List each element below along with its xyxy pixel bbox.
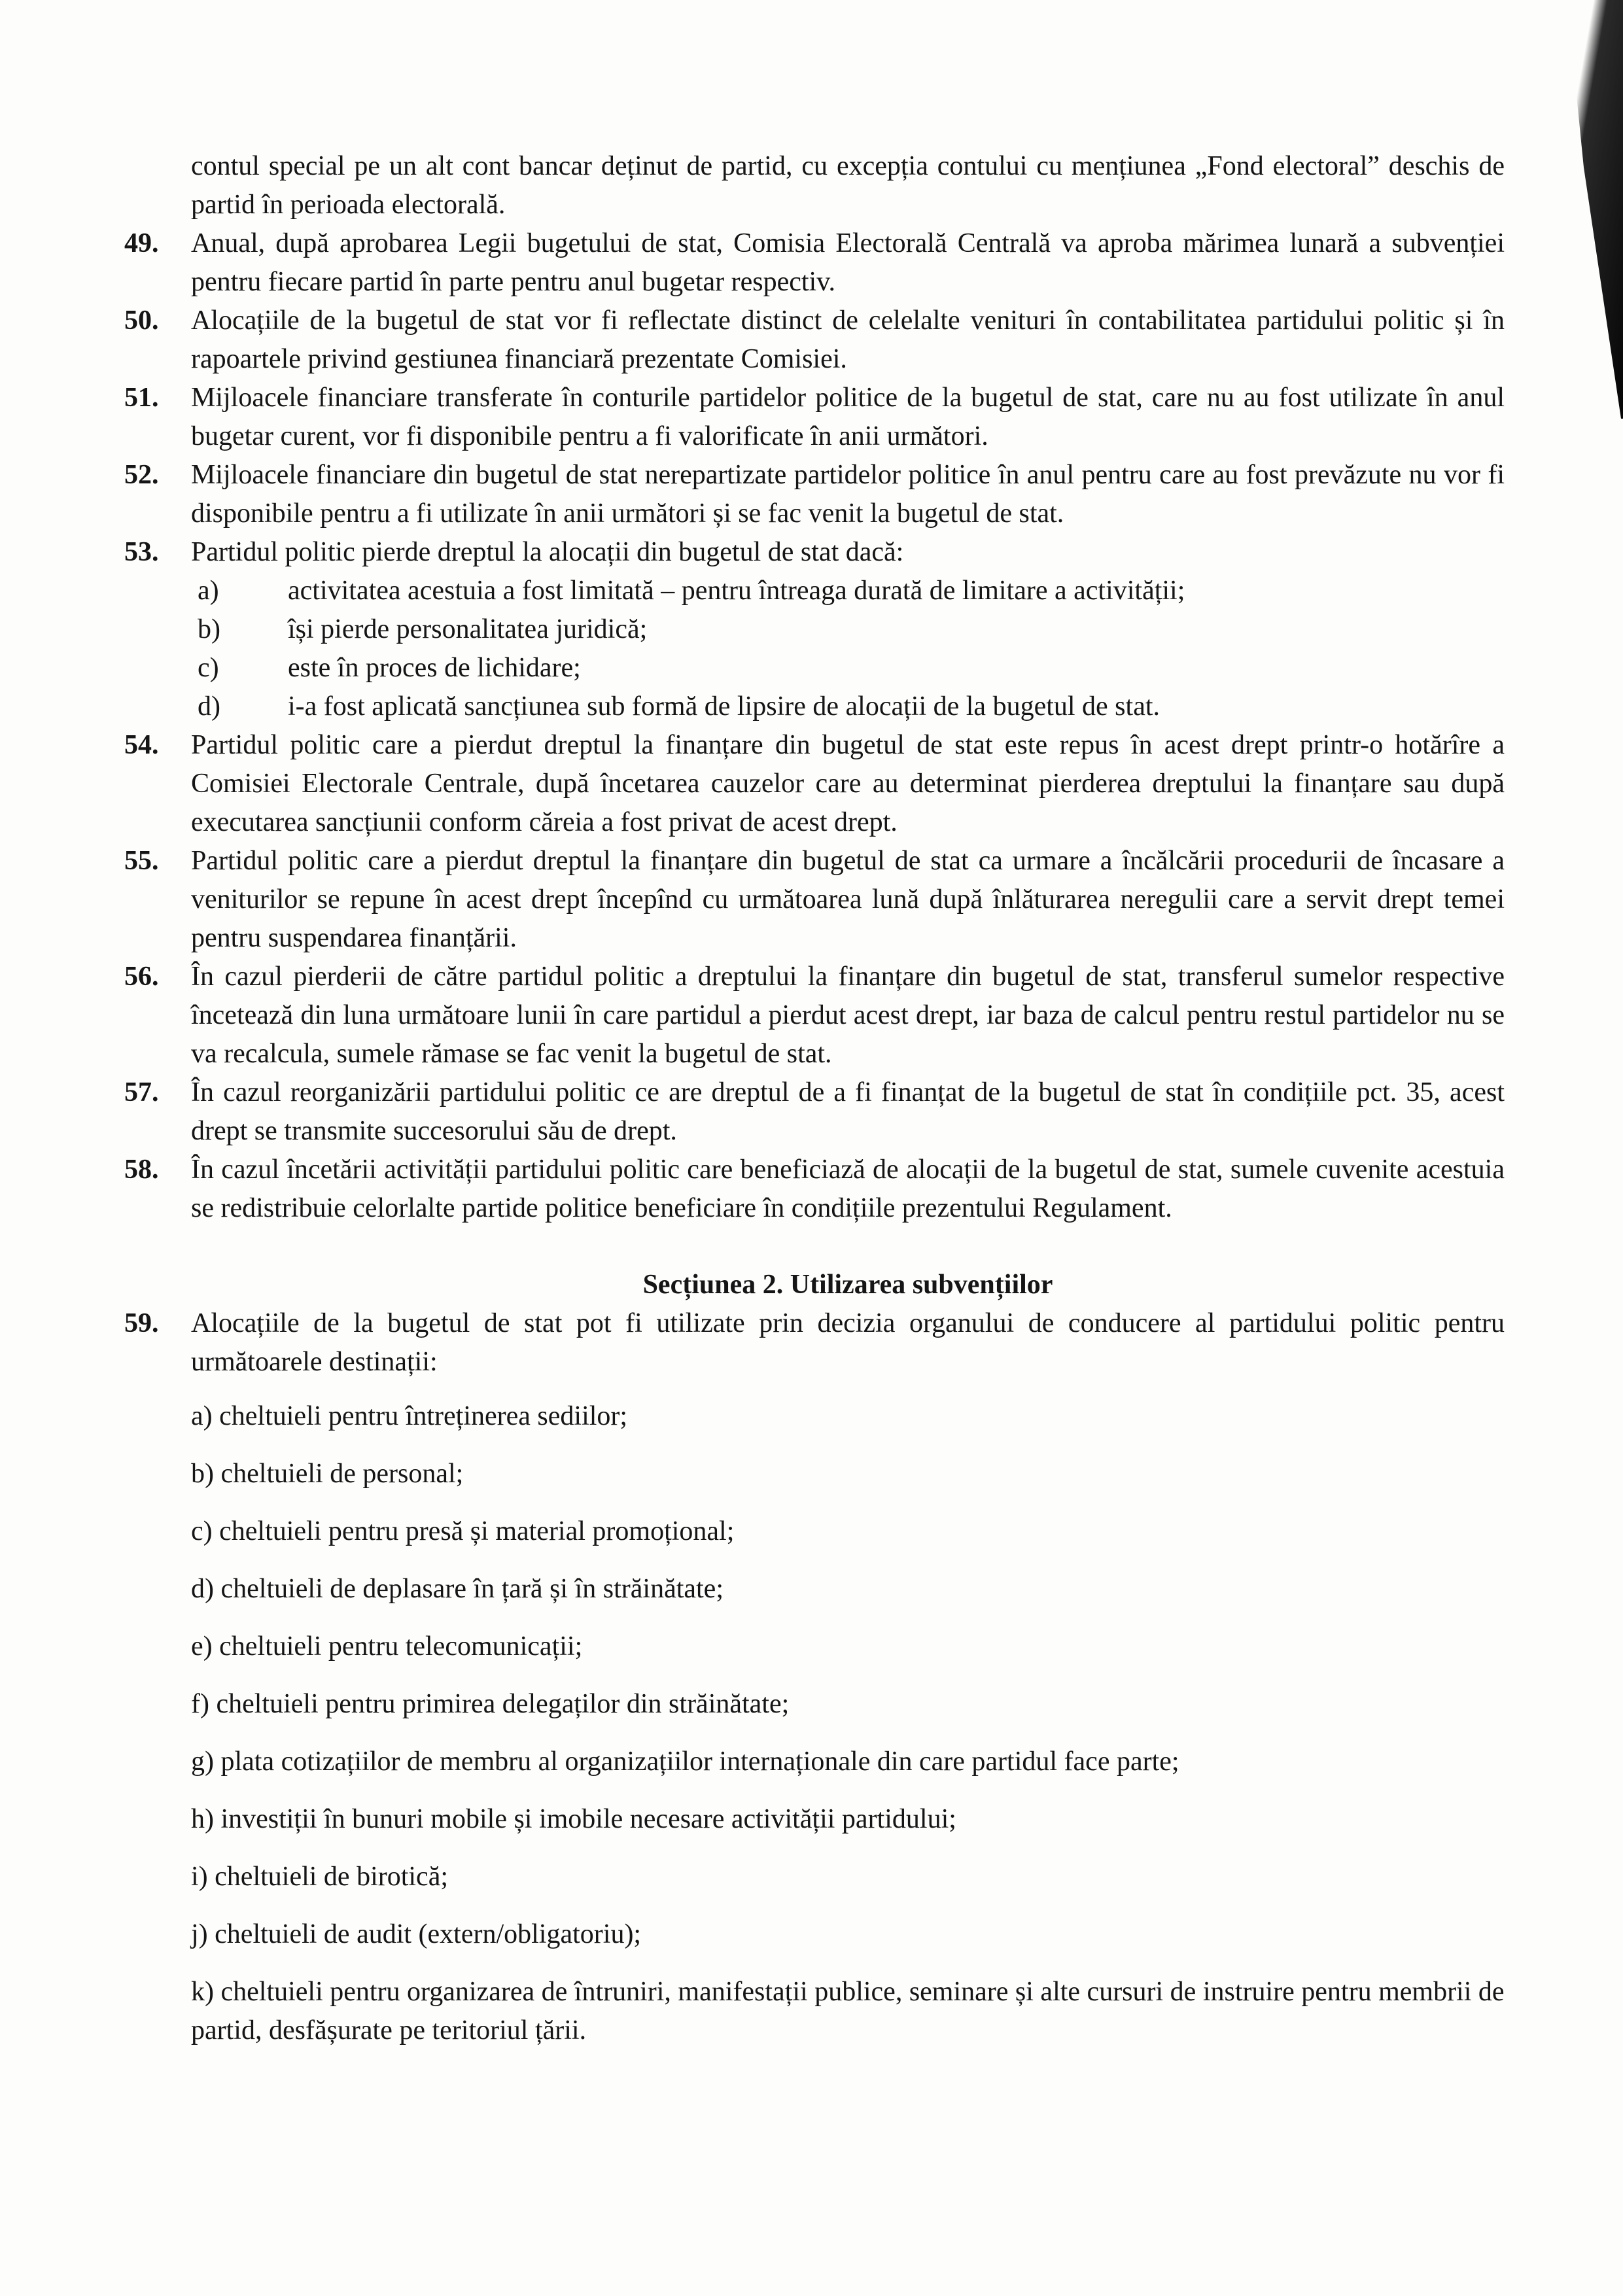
destination-item: d) cheltuieli de deplasare în țară și în străinătate; [191,1574,724,1604]
continuation-paragraph: contul special pe un alt cont bancar deținut de partid, cu excepția contului cu mențiunea „Fond electoral” deschis de partid în perioada electorală. [191,151,1505,220]
point-number: 50. [124,305,159,336]
point-number: 49. [124,228,159,258]
point-56 [124,958,1505,1073]
point-number: 51. [124,383,159,413]
subpoint-b [124,610,1505,649]
point-49 [124,224,1505,302]
point-58 [124,1151,1505,1228]
point-52 [124,456,1505,533]
destination-item: g) plata cotizațiilor de membru al organizațiilor internaționale din care partidul face parte; [191,1747,1179,1777]
destination-item: e) cheltuieli pentru telecomunicații; [191,1631,583,1661]
destination-item: h) investiții în bunuri mobile și imobile necesare activității partidului; [191,1804,956,1834]
point-text: Alocațiile de la bugetul de stat pot fi utilizate prin decizia organului de conducere al partidului politic pentru următoarele destinații: [191,1308,1505,1377]
subpoint-letter: d) [198,691,220,722]
point-text: Mijloacele financiare din bugetul de stat nerepartizate partidelor politice în anul pentru care au fost prevăzute nu vor fi disponibile pentru a fi utilizate în anii următori și se fac venit la bugetul de stat. [191,460,1505,529]
subpoint-text: este în proces de lichidare; [288,653,581,683]
scan-shadow-edge [1525,0,1623,419]
point-50 [124,302,1505,379]
point-number: 54. [124,730,159,760]
subpoint-d [124,687,1505,726]
point-number: 55. [124,846,159,876]
point-number: 58. [124,1155,159,1185]
point-59 [124,1304,1505,1382]
destination-item: k) cheltuieli pentru organizarea de întruniri, manifestații publice, seminare și alte cursuri de instruire pentru membrii de partid, desfășurate pe teritoriul țării. [191,1977,1505,2045]
document-body [124,147,1505,2050]
point-text: În cazul încetării activității partidului politic care beneficiază de alocații de la bugetul de stat, sumele cuvenite acestuia se redistribuie celorlalte partide politice beneficiare în condițiile prezentului Regulament. [191,1155,1505,1223]
subpoint-a [124,572,1505,610]
destination-item: a) cheltuieli pentru întreținerea sediilor; [191,1401,628,1431]
destination-item: c) cheltuieli pentru presă și material promoțional; [191,1516,735,1546]
point-text: Partidul politic care a pierdut dreptul la finanțare din bugetul de stat ca urmare a încălcării procedurii de încasare a veniturilor se repune în acest drept începînd cu următoarea lună după înlăturarea neregulii care a servit drept temei pentru suspendarea finanțării. [191,846,1505,953]
point-text: Partidul politic pierde dreptul la alocații din bugetul de stat dacă: [191,537,904,567]
point-53 [124,533,1505,572]
point-text: În cazul reorganizării partidului politic ce are dreptul de a fi finanțat de la bugetul de stat în condițiile pct. 35, acest drept se transmite succesorului său de drept. [191,1077,1505,1146]
subpoint-text: activitatea acestuia a fost limitată – pentru întreaga durată de limitare a activității; [288,576,1185,606]
point-text: Partidul politic care a pierdut dreptul la finanțare din bugetul de stat este repus în acest drept printr-o hotărîre a Comisiei Electorale Centrale, după încetarea cauzelor care au determinat pierderea dreptului la finanțare sau după executarea sancțiunii conform căreia a fost privat de acest drept. [191,730,1505,837]
subpoint-letter: c) [198,653,219,683]
destination-item: j) cheltuieli de audit (extern/obligatoriu); [191,1919,642,1949]
point-54 [124,726,1505,842]
point-55 [124,842,1505,958]
point-57 [124,1073,1505,1151]
point-text: Mijloacele financiare transferate în conturile partidelor politice de la bugetul de stat, care nu au fost utilizate în anul bugetar curent, vor fi disponibile pentru a fi valorificate în anii următori. [191,383,1505,451]
point-text: Anual, după aprobarea Legii bugetului de stat, Comisia Electorală Centrală va aproba mărimea lunară a subvenției pentru fiecare partid în parte pentru anul bugetar respectiv. [191,228,1505,297]
point-text: În cazul pierderii de către partidul politic a dreptului la finanțare din bugetul de stat, transferul sumelor respective încetează din luna următoare lunii în care partidul a pierdut acest drept, iar baza de calcul pentru restul partidelor nu se va recalcula, sumele rămase se fac venit la bugetul de stat. [191,962,1505,1069]
point-text: Alocațiile de la bugetul de stat vor fi reflectate distinct de celelalte venituri în contabilitatea partidului politic și în rapoartele privind gestiunea financiară prezentate Comisiei. [191,305,1505,374]
subpoint-letter: a) [198,576,219,606]
point-number: 52. [124,460,159,490]
subpoint-c [124,649,1505,687]
destination-item: b) cheltuieli de personal; [191,1459,464,1489]
point-51 [124,379,1505,456]
subpoint-text: i-a fost aplicată sancțiunea sub formă de lipsire de alocații de la bugetul de stat. [288,691,1161,722]
point-number: 57. [124,1077,159,1107]
destination-item: f) cheltuieli pentru primirea delegaților din străinătate; [191,1689,790,1719]
point-number: 56. [124,962,159,992]
point-number: 59. [124,1308,159,1338]
subpoint-text: își pierde personalitatea juridică; [288,614,648,644]
point-number: 53. [124,537,159,567]
destination-item: i) cheltuieli de birotică; [191,1862,449,1892]
section-title: Secțiunea 2. Utilizarea subvențiilor [642,1270,1053,1300]
subpoint-letter: b) [198,614,220,644]
